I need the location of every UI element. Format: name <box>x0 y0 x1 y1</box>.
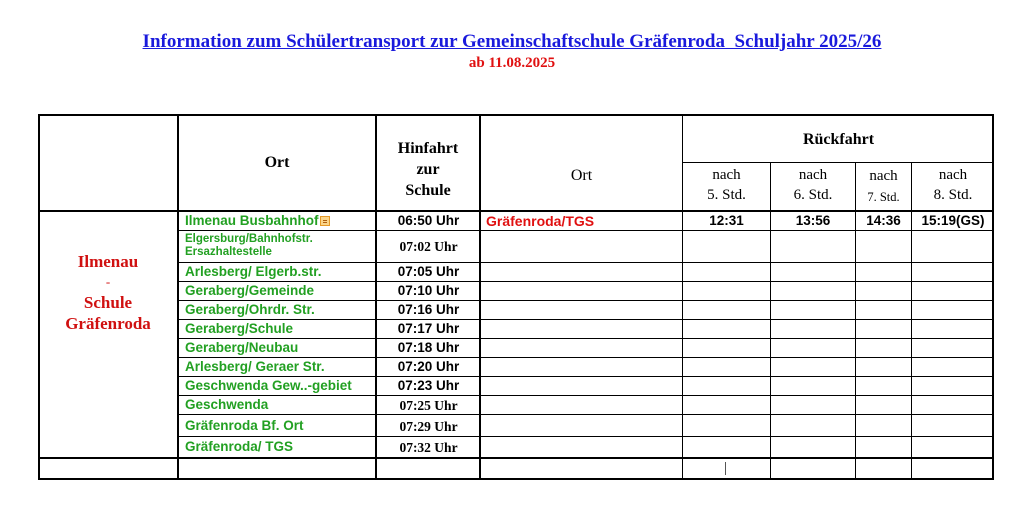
region-label-dash: - <box>105 274 111 289</box>
stop-name: Gräfenroda Bf. Ort <box>185 418 304 433</box>
stop-name: Geraberg/Schule <box>185 321 294 336</box>
row-divider <box>177 414 994 415</box>
departure-time: 07:10 Uhr <box>397 283 460 298</box>
row-divider <box>177 357 994 358</box>
departure-time: 07:25 Uhr <box>399 398 458 413</box>
region-label-graefenroda: Gräfenroda <box>65 314 151 333</box>
stop-name: Geschwenda Gew..-gebiet <box>185 378 352 393</box>
header-std-6: 6. Std. <box>793 187 833 203</box>
stop-name: Arlesberg/ Elgerb.str. <box>185 264 322 279</box>
region-label-schule: Schule <box>83 293 133 312</box>
row-divider <box>177 376 994 377</box>
header-nach-5: nach <box>712 167 741 183</box>
departure-time: 07:16 Uhr <box>397 302 460 317</box>
row-divider <box>177 319 994 320</box>
stop-name: Geraberg/Gemeinde <box>185 283 315 298</box>
row-divider <box>177 300 994 301</box>
header-ort-left: Ort <box>264 154 290 171</box>
return-time-7: 14:36 <box>866 213 901 228</box>
note-icon <box>320 216 330 226</box>
text-cursor <box>725 462 726 475</box>
departure-time: 06:50 Uhr <box>397 213 460 228</box>
stop-name: Ilmenau Busbahnhof <box>185 213 330 228</box>
header-nach-8: nach <box>938 167 968 183</box>
region-label-ilmenau: Ilmenau <box>77 252 139 271</box>
departure-time: 07:20 Uhr <box>397 359 460 374</box>
departure-time: 07:18 Uhr <box>397 340 460 355</box>
header-nach-6: nach <box>798 167 828 183</box>
return-time-8: 15:19(GS) <box>921 213 985 228</box>
stop-name: Geschwenda <box>185 397 269 412</box>
return-origin: Gräfenroda/TGS <box>486 213 595 229</box>
return-time-6: 13:56 <box>795 213 831 228</box>
stop-name: Geraberg/Neubau <box>185 340 299 355</box>
row-divider <box>177 230 994 231</box>
stop-name: Arlesberg/ Geraer Str. <box>185 359 325 374</box>
header-nach-7: nach <box>869 168 898 184</box>
stop-name: Elgersburg/Bahnhofstr. <box>185 233 313 245</box>
header-std-7: 7. Std. <box>867 190 900 204</box>
row-divider <box>177 281 994 282</box>
document-subtitle: ab 11.08.2025 <box>468 55 556 71</box>
stop-name: Geraberg/Ohrdr. Str. <box>185 302 315 317</box>
header-std-5: 5. Std. <box>707 187 746 203</box>
row-divider <box>177 338 994 339</box>
header-hinfahrt: Hinfahrt <box>397 140 459 157</box>
departure-time: 07:05 Uhr <box>397 264 460 279</box>
row-divider <box>38 457 994 459</box>
row-divider <box>177 436 994 437</box>
return-time-5: 12:31 <box>709 213 744 228</box>
header-std-8: 8. Std. <box>933 187 973 203</box>
header-rueckfahrt: Rückfahrt <box>802 131 875 148</box>
row-divider <box>177 262 994 263</box>
header-schule: Schule <box>405 182 451 199</box>
document-title: Information zum Schülertransport zur Gemeinschaftschule Gräfenroda Schuljahr 2025/26 <box>142 31 882 52</box>
row-divider <box>682 162 994 163</box>
departure-time: 07:02 Uhr <box>399 239 458 254</box>
stop-name: Gräfenroda/ TGS <box>185 439 294 454</box>
departure-time: 07:23 Uhr <box>397 378 460 393</box>
header-ort-right: Ort <box>570 167 593 184</box>
departure-time: 07:29 Uhr <box>399 419 458 434</box>
departure-time: 07:32 Uhr <box>399 440 458 455</box>
departure-time: 07:17 Uhr <box>397 321 460 336</box>
header-zur: zur <box>416 161 440 178</box>
header-divider <box>38 210 994 212</box>
stop-name-line2: Ersazhaltestelle <box>185 246 272 258</box>
row-divider <box>177 395 994 396</box>
